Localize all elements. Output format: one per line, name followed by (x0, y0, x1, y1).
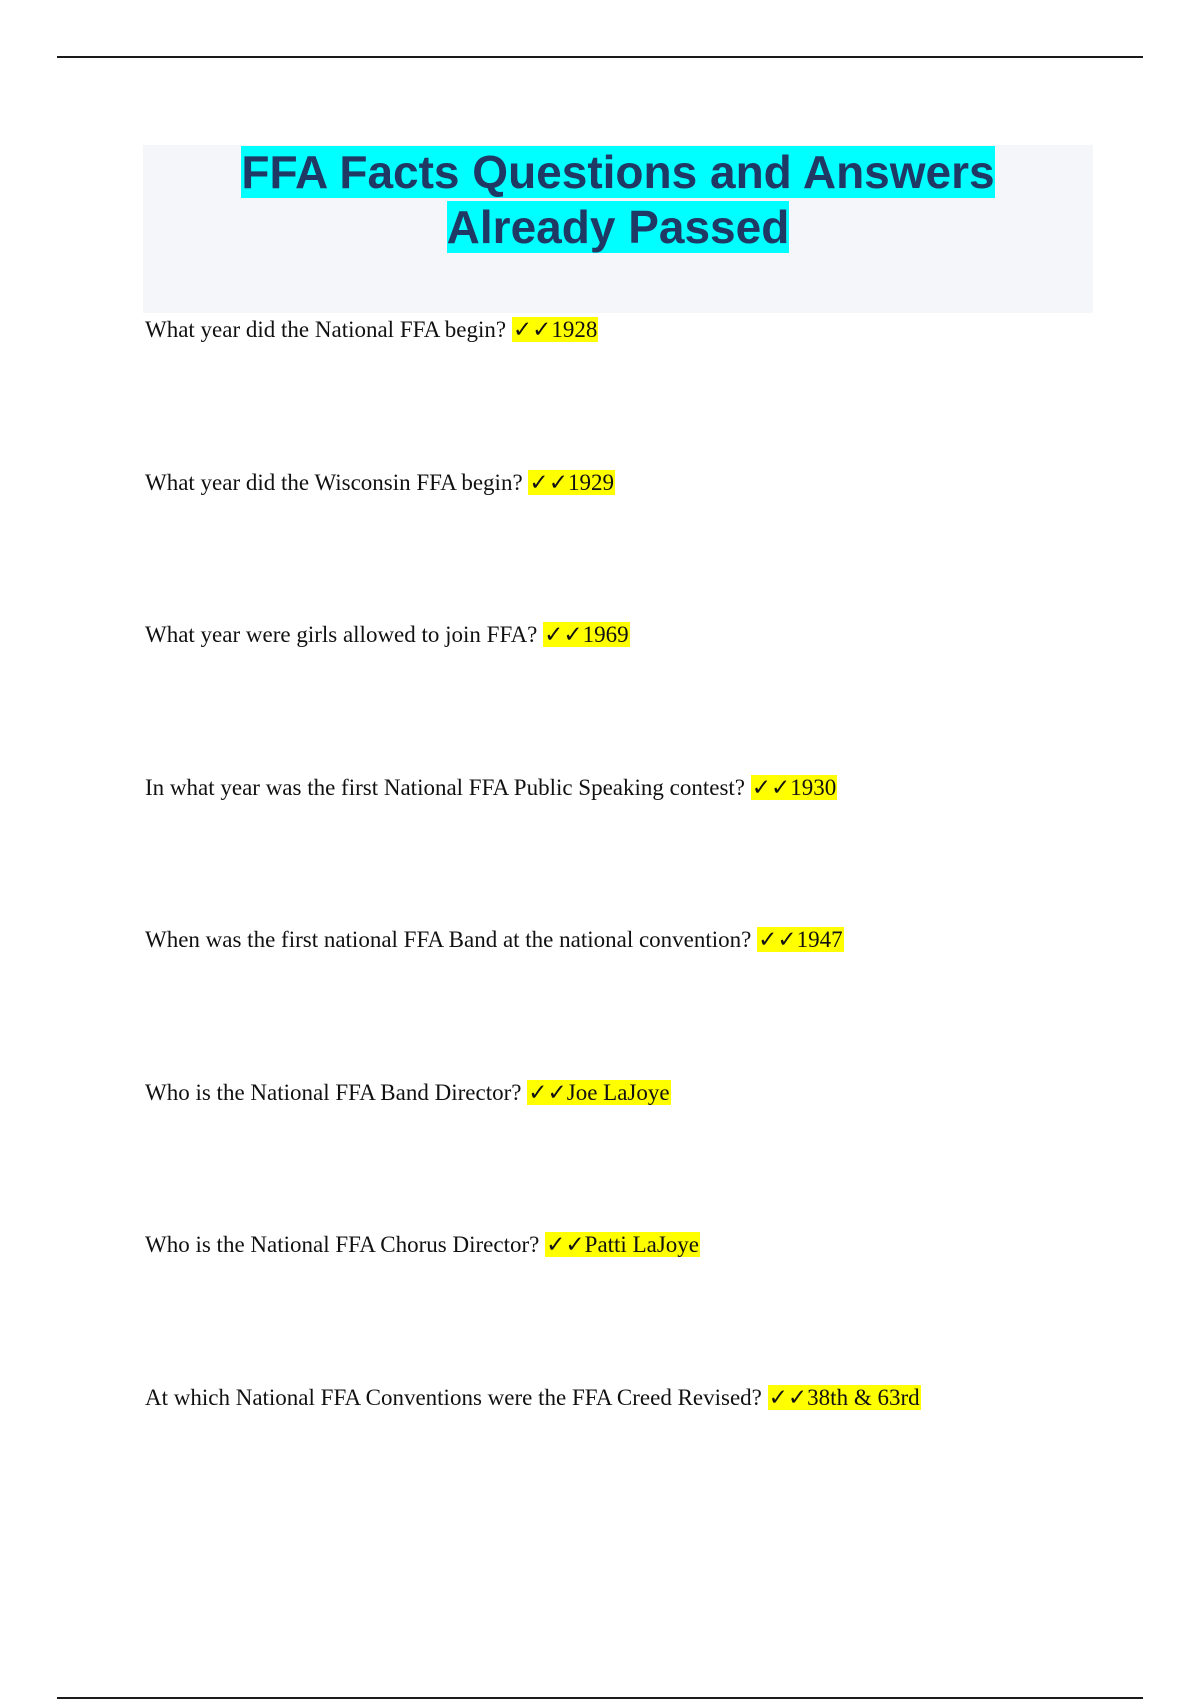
qa-item (145, 1229, 700, 1261)
footer-rule (57, 1697, 1143, 1699)
qa-item (145, 467, 615, 499)
answer-text: ✓✓1928 (512, 317, 598, 342)
qa-item (145, 772, 837, 804)
answer-text: ✓✓1947 (758, 927, 843, 952)
question-text: What year did the Wisconsin FFA begin? (145, 470, 529, 495)
header-rule (57, 56, 1143, 58)
question-text: In what year was the first National FFA Public Speaking contest? (145, 775, 751, 800)
qa-item (145, 619, 630, 651)
qa-item (145, 924, 844, 956)
page-title-line-2: Already Passed (446, 201, 790, 253)
answer-text: ✓✓Patti LaJoye (546, 1232, 699, 1257)
qa-item (145, 314, 598, 346)
answer-text: ✓✓1969 (544, 622, 629, 647)
qa-item (145, 1077, 671, 1109)
question-text: When was the first national FFA Band at the national convention? (145, 927, 758, 952)
title-block (143, 145, 1093, 313)
answer-text: ✓✓Joe LaJoye (528, 1080, 670, 1105)
question-text: At which National FFA Conventions were the FFA Creed Revised? (145, 1385, 768, 1410)
answer-text: ✓✓1929 (529, 470, 614, 495)
answer-text: ✓✓38th & 63rd (768, 1385, 920, 1410)
qa-item (145, 1382, 921, 1414)
answer-text: ✓✓1930 (751, 775, 837, 800)
page-title-line-1: FFA Facts Questions and Answers (241, 146, 995, 198)
question-text: Who is the National FFA Chorus Director? (145, 1232, 546, 1257)
question-text: What year did the National FFA begin? (145, 317, 512, 342)
question-text: Who is the National FFA Band Director? (145, 1080, 528, 1105)
question-text: What year were girls allowed to join FFA? (145, 622, 544, 647)
